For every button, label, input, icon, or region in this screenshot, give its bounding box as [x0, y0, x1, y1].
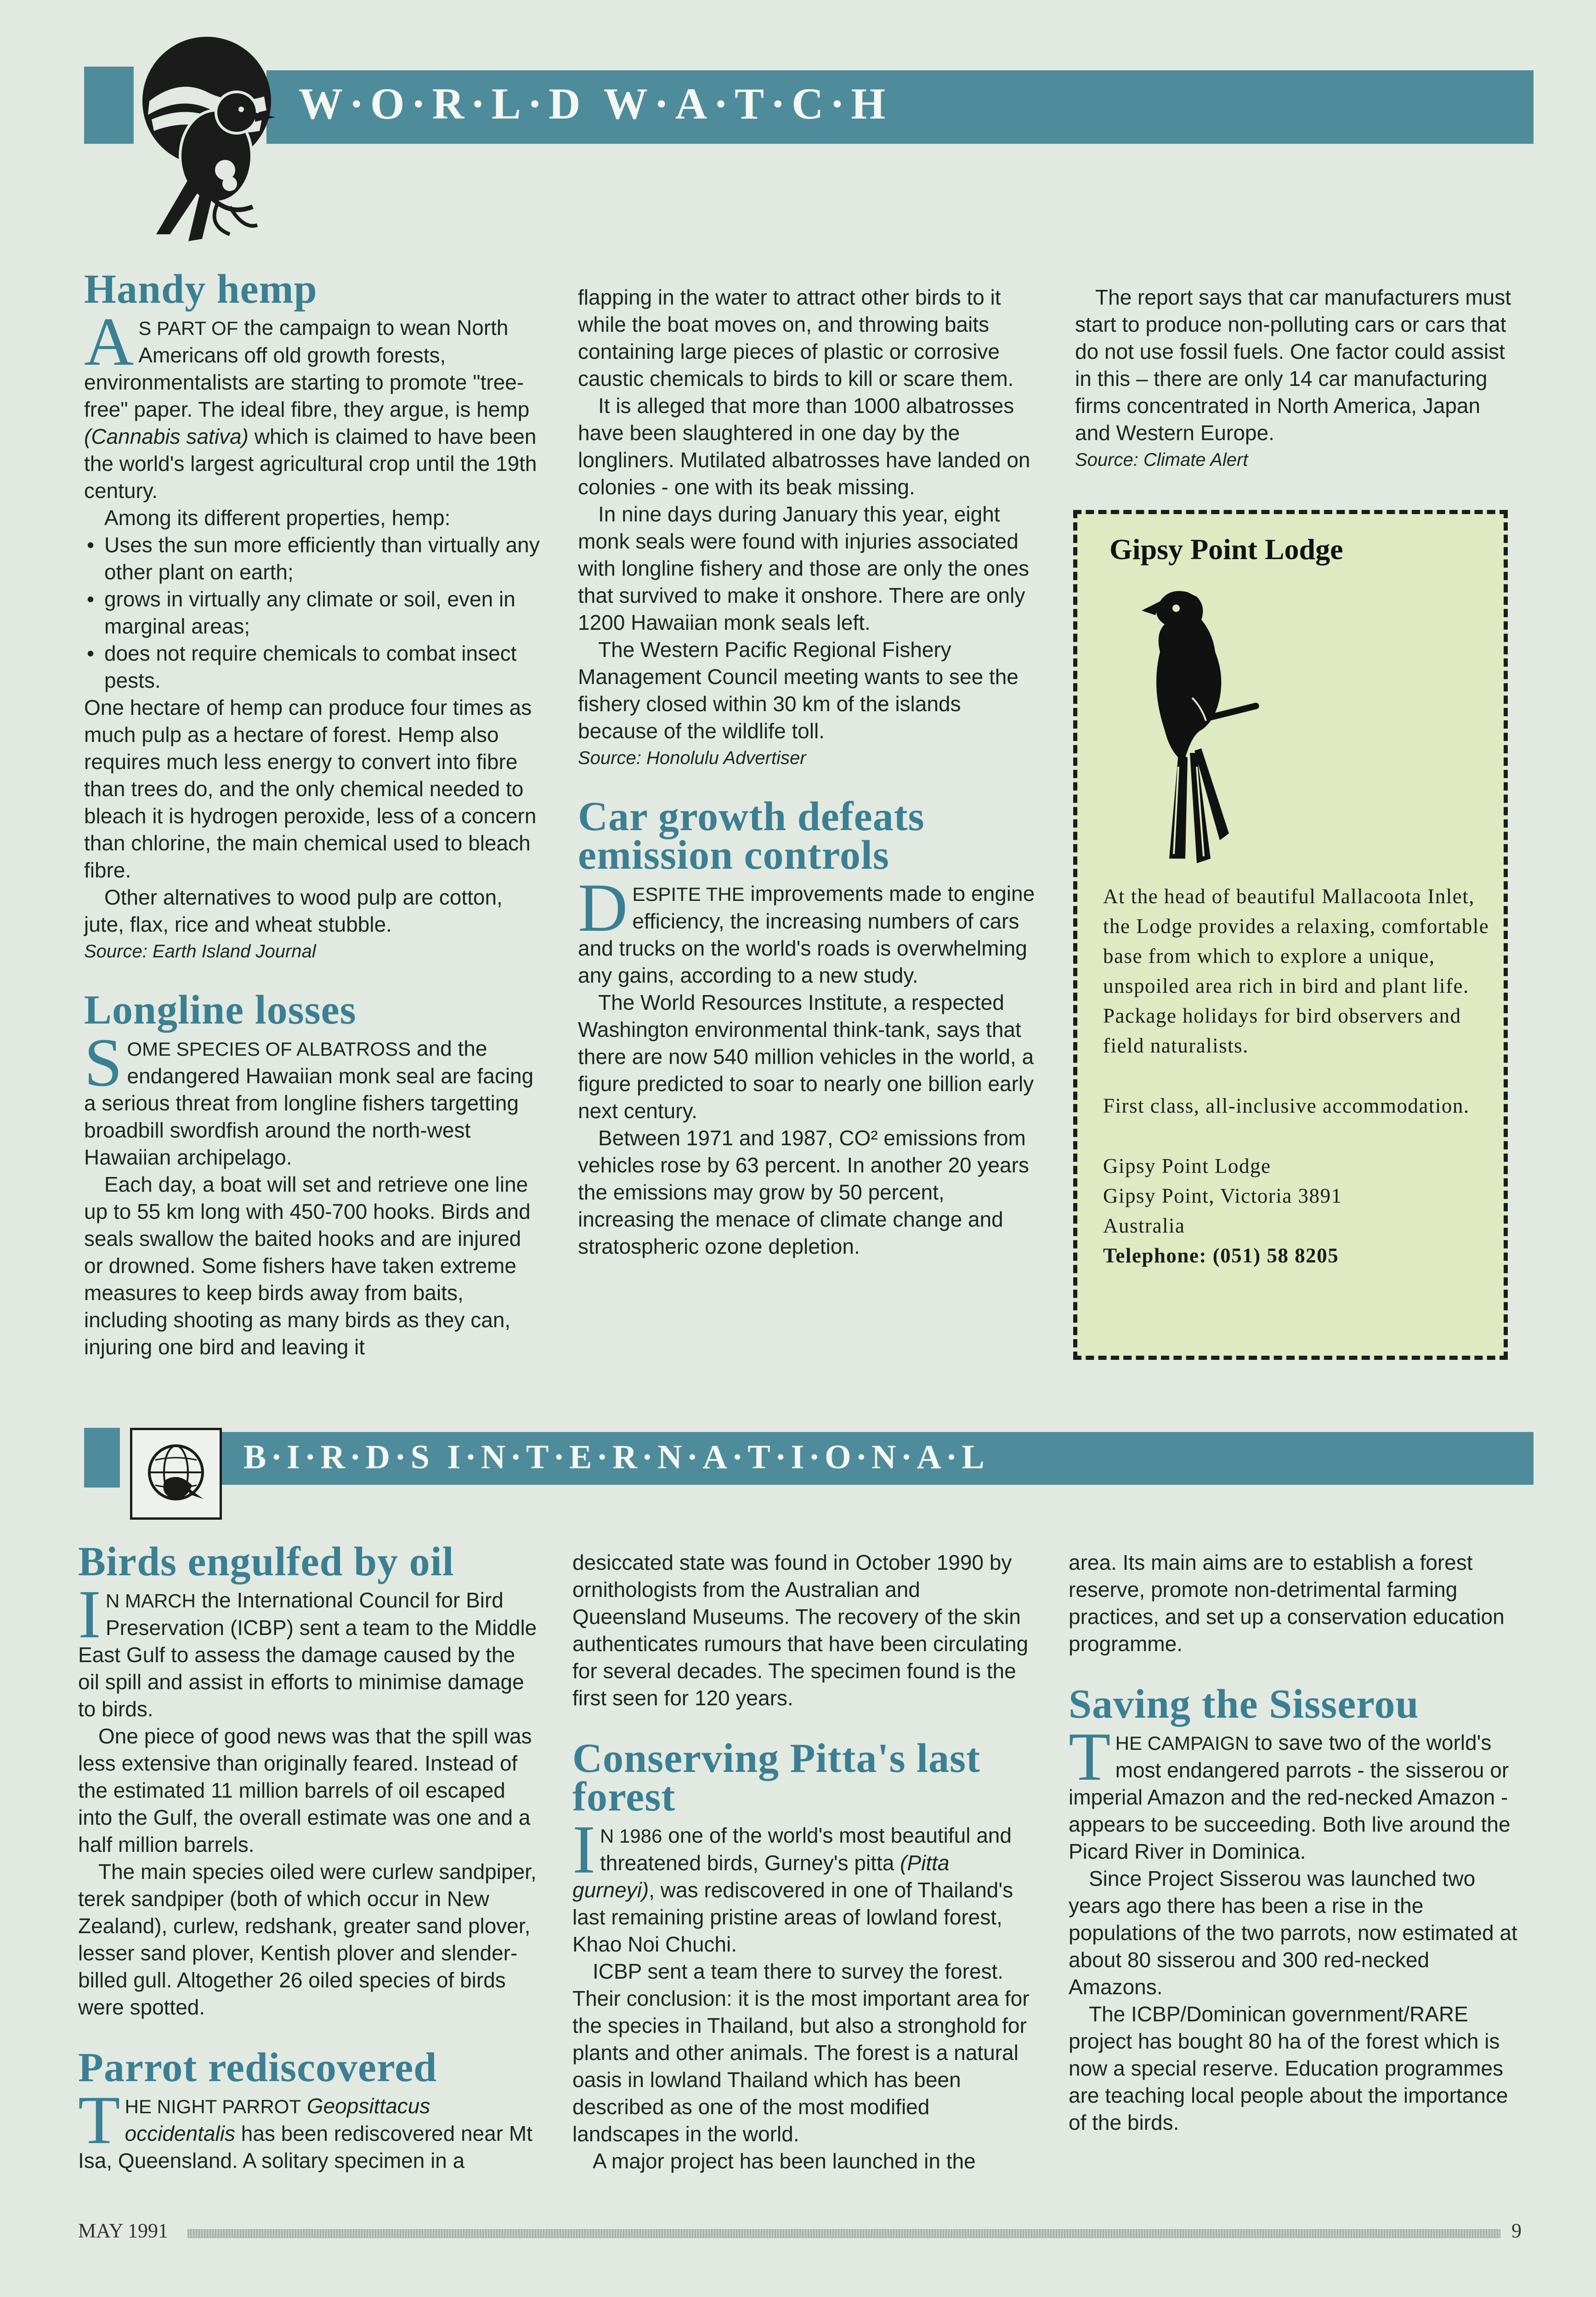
heading-longline-losses: Longline losses — [84, 987, 357, 1033]
longline-paragraph-3: flapping in the water to attract other birds to it while the boat moves on, and throwing baits containing large pieces of plastic or corrosive caustic chemicals to birds to kill or scare them. — [578, 285, 1014, 390]
heading-car-growth: Car growth defeats emission controls — [578, 794, 925, 878]
birds-international-title: B·I·R·D·S I·N·T·E·R·N·A·T·I·O·N·A·L — [243, 1438, 989, 1476]
hemp-paragraph-2: Among its different properties, hemp: — [104, 506, 451, 530]
icbp-logo — [130, 1428, 222, 1520]
heading-conserving-pitta: Conserving Pitta's last forest — [572, 1736, 980, 1820]
oil-paragraph-1: I N MARCH the International Council for Bird Preservation (ICBP) sent a team to the Middle East Gulf to assess the damage caused by the oil spill and assist in efforts to minimise damage to birds. — [78, 1576, 537, 1721]
oil-paragraph-3: The main species oiled were curlew sandpiper, terek sandpiper (both of which occur in New Zealand), curlew, redshank, greater sand plover, lesser sand plover, Kentish plover and slender-billed gull. Altogether 26 oiled species of birds were spotted. — [78, 1860, 537, 2019]
gipsy-point-lodge-ad — [1073, 510, 1508, 1360]
list-item: • grows in virtually any climate or soil, even in marginal areas; — [84, 586, 544, 640]
footer-date: MAY 1991 — [78, 2219, 169, 2242]
footer-rule — [187, 2229, 1500, 2238]
bottom-column-3 — [1069, 1549, 1523, 2136]
sisserou-paragraph-3: The ICBP/Dominican government/RARE project has bought 80 ha of the forest which is now a special reserve. Education programmes are teaching local people about the importance of the birds. — [1069, 2002, 1508, 2134]
source-line: Source: Honolulu Advertiser — [578, 748, 806, 768]
heading-birds-engulfed: Birds engulfed by oil — [78, 1539, 454, 1584]
oil-paragraph-2: One piece of good news was that the spill was less extensive than originally feared. Instead of the estimated 11 million barrels of oil escaped into the Gulf, the overall estimate was one and a half million barrels. — [78, 1724, 532, 1856]
longline-paragraph-6: The Western Pacific Regional Fishery Management Council meeting wants to see the fishery closed within 30 km of the islands because of the wildlife toll. — [578, 638, 1019, 743]
column-1 — [84, 266, 544, 1361]
hemp-paragraph-1: A S PART OF the campaign to wean North Americans off old growth forests, environmentalists are starting to promote "tree-free" paper. The ideal fibre, they argue, is hemp (Cannabis sativa) which is claimed to have been the world's largest agricultural crop until the 19th century. — [84, 304, 537, 503]
column-3 — [1075, 284, 1516, 474]
pitta-paragraph-4: area. Its main aims are to establish a forest reserve, promote non-detrimental farming practices, and set up a conservation education programme. — [1069, 1550, 1505, 1656]
dropcap: I — [572, 1811, 595, 1888]
source-line: Source: Earth Island Journal — [84, 941, 316, 962]
dropcap: I — [78, 1576, 101, 1652]
car-paragraph-1: DESPITE THE improvements made to engine efficiency, the increasing numbers of cars and trucks on the world's roads is overwhelming any gains, according to a new study. — [578, 870, 1035, 987]
heading-saving-sisserou: Saving the Sisserou — [1069, 1681, 1419, 1727]
pitta-paragraph-3: A major project has been launched in the — [593, 2149, 976, 2173]
sisserou-paragraph-1: THE CAMPAIGN to save two of the world's most endangered parrots - the sisserou or imperial Amazon and the red-necked Amazon - appears to be succeeding. Both live around the Picard River in Dominica. — [1069, 1719, 1511, 1863]
column-2 — [578, 284, 1042, 1260]
parrot-paragraph-2: desiccated state was found in October 1990 by ornithologists from the Australian and Queensland Museums. The recovery of the skin authenticates rumours that have been circulating for several decades. The specimen found is the first seen for 120 years. — [572, 1550, 1029, 1710]
parrot-paragraph-1: THE NIGHT PARROT Geopsittacus occidentalis has been rediscovered near Mt Isa, Queensland. A solitary specimen in a — [78, 2082, 532, 2173]
lodge-title: Gipsy Point Lodge — [1109, 533, 1343, 566]
list-item: • does not require chemicals to combat insect pests. — [84, 640, 544, 694]
list-item: • Uses the sun more efficiently than virtually any other plant on earth; — [84, 532, 544, 586]
banner-square-left-2 — [84, 1428, 120, 1488]
globe-bird-icon — [132, 1430, 220, 1517]
car-paragraph-3: Between 1971 and 1987, CO² emissions from vehicles rose by 63 percent. In another 20 years the emissions may grow by 50 percent, increasing the menace of climate change and stratospheric ozone depletion. — [578, 1126, 1029, 1258]
bottom-column-2 — [572, 1549, 1036, 2175]
dropcap: S — [84, 1024, 123, 1101]
dropcap: A — [84, 304, 134, 380]
pitta-paragraph-2: ICBP sent a team there to survey the forest. Their conclusion: it is the most important area for the species in Thailand, but also a stronghold for plants and other animals. The forest is a natural oasis in lowland Thailand which has been described as one of the most modified landscapes in the world. — [572, 1959, 1030, 2146]
tui-bird-logo — [138, 32, 276, 243]
lodge-telephone: Telephone: (051) 58 8205 — [1103, 1244, 1339, 1267]
heading-handy-hemp: Handy hemp — [84, 266, 317, 312]
heading-parrot-rediscovered: Parrot rediscovered — [78, 2045, 437, 2090]
sisserou-paragraph-2: Since Project Sisserou was launched two years ago there has been a rise in the populations of the two parrots, now estimated at about 80 sisserou and 300 red-necked Amazons. — [1069, 1867, 1517, 1999]
hemp-paragraph-4: Other alternatives to wood pulp are cotton, jute, flax, rice and wheat stubble. — [84, 885, 503, 936]
longline-paragraph-2: Each day, a boat will set and retrieve one line up to 55 km long with 450-700 hooks. Birds and seals swallow the baited hooks and are injured or drowned. Some fishers have taken extreme measures to keep birds away from baits, including shooting as many birds as they can, injuring one bird and leaving it — [84, 1172, 531, 1359]
longline-paragraph-1: SOME SPECIES OF ALBATROSS and the endangered Hawaiian monk seal are facing a serious threat from longline fishers targetting broadbill swordfish around the north-west Hawaiian archipelago. — [84, 1024, 534, 1169]
hemp-bullet-list — [84, 532, 544, 694]
car-paragraph-2: The World Resources Institute, a respected Washington environmental think-tank, says that there are now 540 million vehicles in the world, a figure predicted to soar to nearly one billion early next century. — [578, 990, 1034, 1123]
page-number: 9 — [1511, 2219, 1522, 2242]
dropcap: T — [78, 2082, 120, 2158]
banner-square-left — [84, 67, 134, 144]
longline-paragraph-4: It is alleged that more than 1000 albatrosses have been slaughtered in one day by the longliners. Mutilated albatrosses have landed on colonies - one with its beak missing. — [578, 394, 1030, 499]
car-paragraph-4: The report says that car manufacturers must start to produce non-polluting cars or cars that do not use fossil fuels. One factor could assist in this – there are only 14 car manufacturing firms concentrated in North America, Japan and Western Europe. — [1075, 285, 1511, 445]
pitta-paragraph-1: I N 1986 one of the world's most beautiful and threatened birds, Gurney's pitta (Pitta gurneyi), was rediscovered in one of Thailand's last remaining pristine areas of lowland forest, Khao Noi Chuchi. — [572, 1811, 1013, 1956]
dropcap: D — [578, 870, 628, 946]
longline-paragraph-5: In nine days during January this year, eight monk seals were found with injuries associated with longline fishery and those are only the ones that survived to make it onshore. There are only 1200 Hawaiian monk seals left. — [578, 502, 1029, 634]
bottom-column-1 — [78, 1539, 538, 2174]
world-watch-title: W·O·R·L·D W·A·T·C·H — [299, 79, 892, 128]
lodge-description: At the head of beautiful Mallacoota Inlet, the Lodge provides a relaxing, comfortable base from which to explore a unique, unspoiled area rich in bird and plant life. Package holidays for bird observers and field naturalists. First class, all-inclusive accommodation. Gipsy Point Lodge Gipsy Point, Victoria 3891 Australia Telephone: (051) 58 8205 — [1103, 882, 1494, 1271]
dropcap: T — [1069, 1719, 1111, 1795]
parrot-silhouette-icon — [1132, 583, 1270, 868]
hemp-paragraph-3: One hectare of hemp can produce four times as much pulp as a hectare of forest. Hemp also requires much less energy to convert into fibre than trees do, and the only chemical needed to bleach it is hydrogen peroxide, less of a concern than chlorine, the main chemical used to bleach fibre. — [84, 696, 537, 882]
source-line: Source: Climate Alert — [1075, 450, 1248, 470]
